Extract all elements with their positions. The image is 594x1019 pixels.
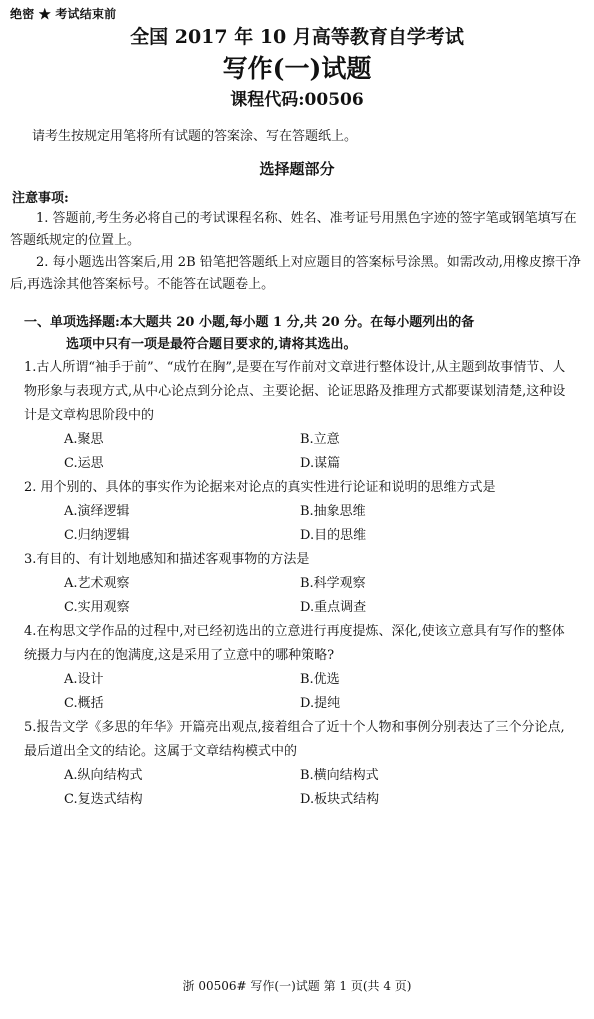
question-options: [64, 764, 568, 812]
question-1: [10, 356, 584, 476]
option-b: B.立意: [300, 432, 340, 447]
question-options: [64, 500, 568, 548]
option-a: A.设计: [64, 672, 104, 687]
question-options: [64, 572, 568, 620]
option-b: B.科学观察: [300, 576, 366, 591]
option-a: A.纵向结构式: [64, 768, 143, 783]
general-instruction: 请考生按规定用笔将所有试题的答案涂、写在答题纸上。: [32, 129, 358, 144]
course-code: 课程代码:00506: [230, 90, 364, 110]
section-title: 选择题部分: [259, 160, 335, 178]
question-4: [10, 620, 584, 716]
question-stem: 1.古人所谓“袖手于前”、“成竹在胸”,是要在写作前对文章进行整体设计,从主题到故事情节、人物形象与表现方式,从中心论点到分论点、主要论据、论证思路及推理方式都要谋划清楚,这种设计是文章构思阶段中的: [24, 360, 566, 423]
question-stem: 2. 用个别的、具体的事实作为论据来对论点的真实性进行论证和说明的思维方式是: [24, 480, 496, 495]
exam-title: 全国 2017 年 10 月高等教育自学考试: [130, 26, 464, 48]
option-c: C.复迭式结构: [64, 792, 143, 807]
option-d: D.重点调查: [300, 600, 367, 615]
option-a: A.艺术观察: [64, 576, 130, 591]
note-item: 2. 每小题选出答案后,用 2B 铅笔把答题纸上对应题目的答案标号涂黑。如需改动,用橡皮擦干净后,再选涂其他答案标号。不能答在试题卷上。: [10, 255, 581, 292]
page-footer: 浙 00506# 写作(一)试题 第 1 页(共 4 页): [182, 979, 412, 993]
option-d: D.目的思维: [300, 528, 367, 543]
question-options: [64, 668, 568, 716]
part-heading-line2: 选项中只有一项是最符合题目要求的,请将其选出。: [66, 337, 357, 352]
question-stem: 5.报告文学《多思的年华》开篇亮出观点,接着组合了近十个人物和事例分别表达了三个分论点,最后道出全文的结论。这属于文章结构模式中的: [24, 720, 565, 759]
question-5: [10, 716, 584, 812]
question-3: [10, 548, 584, 620]
question-stem: 4.在构思文学作品的过程中,对已经初选出的立意进行再度提炼、深化,使该立意具有写作的整体统摄力与内在的饱满度,这是采用了立意中的哪种策略?: [24, 624, 565, 663]
confidential-label: 绝密 ★ 考试结束前: [10, 7, 117, 21]
option-c: C.归纳逻辑: [64, 528, 130, 543]
option-a: A.聚思: [64, 432, 104, 447]
part-heading: [24, 312, 584, 356]
part-heading-line1: 一、单项选择题:本大题共 20 小题,每小题 1 分,共 20 分。在每小题列出的备: [24, 315, 475, 330]
question-stem: 3.有目的、有计划地感知和描述客观事物的方法是: [24, 552, 310, 567]
option-d: D.谋篇: [300, 456, 341, 471]
question-2: [10, 476, 584, 548]
option-b: B.抽象思维: [300, 504, 366, 519]
option-b: B.优选: [300, 672, 340, 687]
option-b: B.横向结构式: [300, 768, 379, 783]
option-c: C.实用观察: [64, 600, 130, 615]
option-c: C.概括: [64, 696, 104, 711]
option-d: D.提纯: [300, 696, 341, 711]
notes-title: 注意事项:: [12, 191, 69, 206]
option-d: D.板块式结构: [300, 792, 380, 807]
option-a: A.演绎逻辑: [64, 504, 130, 519]
note-item: 1. 答题前,考生务必将自己的考试课程名称、姓名、准考证号用黑色字迹的签字笔或钢笔填写在答题纸规定的位置上。: [10, 211, 577, 248]
question-options: [64, 428, 568, 476]
paper-title: 写作(一)试题: [222, 54, 372, 83]
option-c: C.运思: [64, 456, 104, 471]
